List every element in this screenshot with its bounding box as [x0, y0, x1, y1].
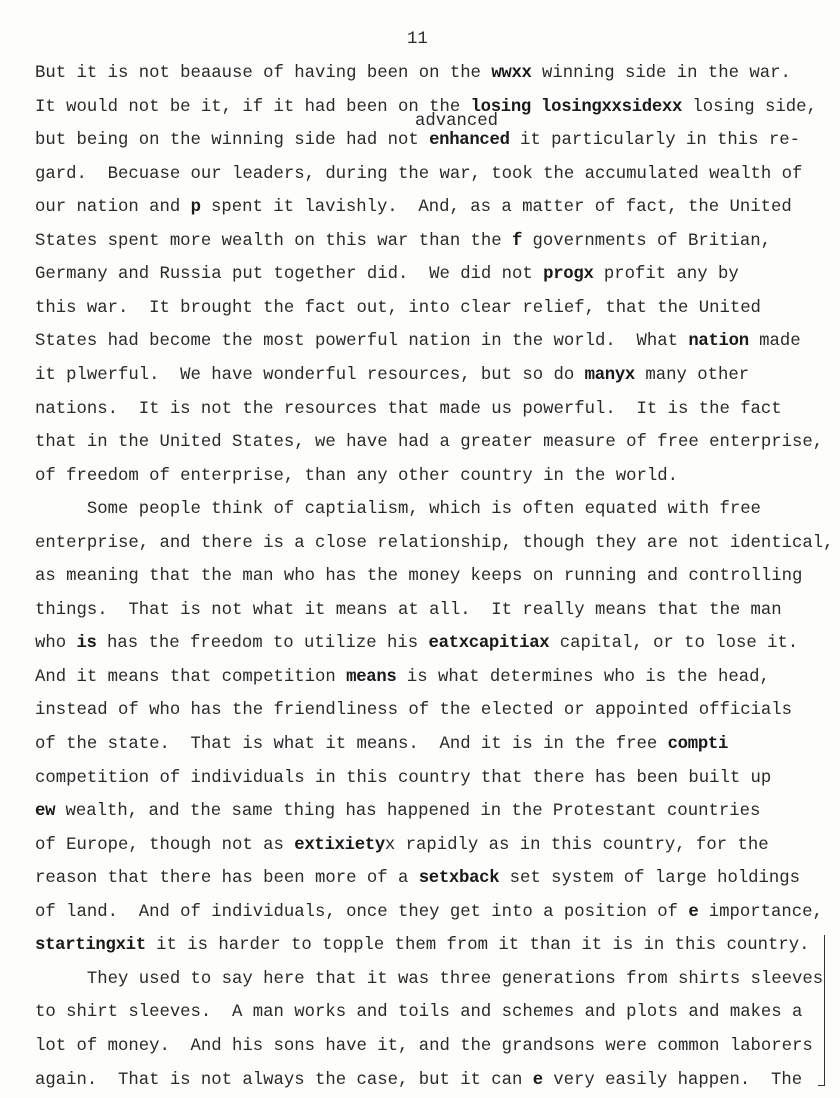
text-line: [35, 634, 798, 654]
text-segment: made: [748, 332, 801, 352]
text-segment: reason that there has been more of a: [35, 869, 419, 889]
text-segment: competition of individuals in this country that there has been built up: [35, 768, 772, 788]
text-line: [35, 232, 771, 252]
struck-out-text: f: [512, 231, 523, 251]
struck-out-text: eatxcapitiax: [428, 634, 550, 654]
text-segment: set system of large holdings: [499, 869, 801, 889]
text-segment: to shirt sleeves. A man works and toils and schemes and plots and makes a: [35, 1003, 803, 1023]
struck-out-text: means: [346, 667, 397, 687]
text-line: [35, 265, 739, 285]
text-line: [35, 98, 817, 118]
struck-out-text: wwxx: [491, 64, 532, 83]
text-line: [35, 601, 782, 621]
struck-out-text: e: [688, 902, 699, 922]
text-line: [35, 1003, 802, 1023]
struck-out-text: e: [532, 1070, 543, 1090]
text-line: [35, 433, 823, 453]
text-line: [35, 869, 800, 889]
struck-out-text: p: [190, 198, 201, 218]
text-segment: of land. And of individuals, once they get into a position of: [35, 902, 689, 922]
text-segment: things. That is not what it means at all. It really means that the man: [35, 600, 782, 620]
struck-out-text: progx: [543, 265, 594, 285]
text-line: [35, 802, 760, 822]
text-segment: as meaning that the man who has the money keeps on running and controlling: [35, 567, 803, 587]
margin-bracket-mark: [818, 935, 825, 1086]
text-line: [35, 366, 749, 386]
text-segment: instead of who has the friendliness of the elected or appointed officials: [35, 701, 793, 721]
text-line: [35, 165, 802, 185]
text-segment: importance,: [698, 902, 823, 922]
text-segment: is what determines who is the head,: [396, 667, 770, 687]
text-segment: winning side in the war.: [531, 64, 791, 83]
text-segment: very easily happen. The: [542, 1070, 803, 1090]
text-segment: of the state. That is what it means. And it is in the free: [35, 735, 668, 754]
struck-out-text: nation: [688, 332, 749, 352]
text-line: [35, 903, 823, 923]
struck-out-text: extixiety: [294, 835, 385, 855]
struck-out-text: compti: [667, 735, 729, 754]
struck-out-text: ew: [35, 802, 56, 822]
text-segment: lot of money. And his sons have it, and the grandsons were common laborers: [35, 1036, 813, 1056]
text-segment: It would not be it, if it had been on the: [35, 97, 471, 117]
interlinear-insert: advanced: [415, 112, 498, 131]
text-segment: Some people think of captialism, which is often equated with free: [35, 500, 761, 520]
text-segment: governments of Britian,: [522, 231, 772, 251]
struck-out-text: losing losingxxsidexx: [470, 97, 683, 117]
text-segment: it is harder to topple them from it than it is in this country.: [145, 936, 810, 956]
text-segment: gard. Becuase our leaders, during the war, took the accumulated wealth of: [35, 164, 803, 184]
text-line: [35, 534, 834, 554]
text-line: [35, 467, 678, 487]
text-segment: capital, or to lose it.: [549, 634, 799, 654]
text-line: [35, 836, 769, 856]
text-segment: spent it lavishly. And, as a matter of fact, the United: [200, 198, 792, 218]
text-line: [35, 567, 802, 587]
text-line: [35, 936, 810, 956]
text-segment: it plwerful. We have wonderful resources, but so do: [35, 365, 585, 385]
text-line: [35, 332, 801, 352]
text-segment: profit any by: [593, 265, 739, 285]
text-line: [35, 701, 792, 721]
text-segment: of freedom of enterprise, than any other country in the world.: [35, 466, 678, 486]
text-segment: enterprise, and there is a close relationship, though they are not identical,: [35, 533, 834, 553]
text-line: [35, 400, 782, 420]
text-segment: has the freedom to utilize his: [96, 634, 429, 654]
text-line: [35, 299, 761, 319]
text-segment: but being on the winning side had not: [35, 131, 430, 151]
text-line: [35, 198, 792, 218]
text-segment: And it means that competition: [35, 667, 347, 687]
text-segment: many other: [635, 365, 750, 385]
text-segment: x rapidly as in this country, for the: [384, 835, 769, 855]
text-line: [35, 769, 771, 789]
text-segment: of Europe, though not as: [35, 835, 295, 855]
struck-out-text: is: [76, 634, 97, 654]
text-line: [35, 1037, 813, 1057]
text-segment: that in the United States, we have had a greater measure of free enterprise,: [35, 433, 824, 453]
struck-out-text: startingxit: [35, 936, 146, 956]
text-segment: Germany and Russia put together did. We did not: [35, 265, 544, 285]
text-segment: They used to say here that it was three generations from shirts sleeves: [35, 969, 824, 989]
text-segment: again. That is not always the case, but it can: [35, 1070, 533, 1090]
text-segment: who: [35, 634, 77, 654]
text-segment: But it is not beaause of having been on the: [35, 64, 492, 83]
text-line: [35, 1071, 802, 1091]
text-segment: losing side,: [682, 97, 817, 117]
text-line: [35, 500, 761, 520]
text-segment: States spent more wealth on this war than the: [35, 231, 513, 251]
text-line: [35, 131, 800, 151]
text-segment: this war. It brought the fact out, into clear relief, that the United: [35, 298, 761, 318]
text-segment: States had become the most powerful nation in the world. What: [35, 332, 689, 352]
struck-out-text: enhanced: [429, 131, 510, 151]
struck-out-text: manyx: [584, 365, 635, 385]
text-line: [35, 64, 791, 84]
text-segment: it particularly in this re-: [509, 131, 801, 151]
text-segment: wealth, and the same thing has happened in the Protestant countries: [55, 802, 761, 822]
struck-out-text: setxback: [418, 869, 500, 889]
text-line: [35, 970, 823, 990]
page-number: 11: [407, 30, 428, 49]
text-line: [35, 735, 728, 755]
text-segment: our nation and: [35, 198, 191, 218]
text-line: [35, 668, 770, 688]
text-segment: nations. It is not the resources that made us powerful. It is the fact: [35, 399, 782, 419]
